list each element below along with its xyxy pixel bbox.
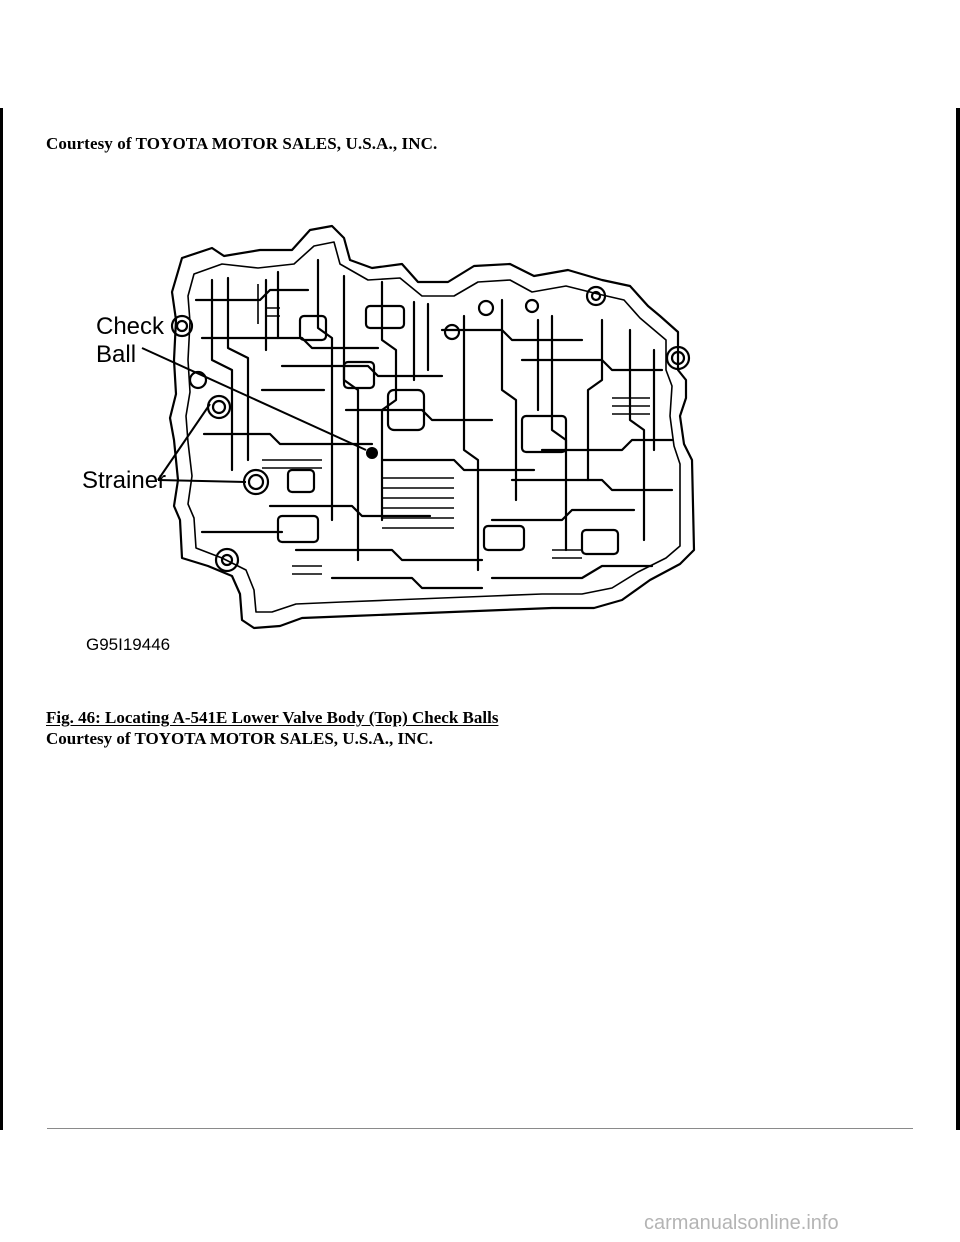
figure-caption xyxy=(46,707,498,749)
footer-rule xyxy=(47,1128,913,1129)
left-margin-rule xyxy=(0,108,3,1130)
strainer-port xyxy=(244,470,268,494)
valve-body-diagram xyxy=(82,220,712,660)
figure-code: G95I19446 xyxy=(86,635,171,654)
strainer-label: Strainer xyxy=(82,467,167,494)
caption-title: Fig. 46: Locating A-541E Lower Valve Body (Top) Check Balls xyxy=(46,708,499,727)
courtesy-heading: Courtesy of TOYOTA MOTOR SALES, U.S.A., INC. xyxy=(46,134,438,153)
valve-body-figure xyxy=(82,220,712,660)
site-watermark: carmanualsonline.info xyxy=(644,1212,839,1234)
caption-courtesy: Courtesy of TOYOTA MOTOR SALES, U.S.A., INC. xyxy=(46,729,433,748)
check-ball-label-line2: Ball xyxy=(96,341,137,368)
right-margin-rule xyxy=(956,108,960,1130)
check-ball-marker xyxy=(366,447,378,459)
check-ball-label-line1: Check xyxy=(96,313,165,340)
